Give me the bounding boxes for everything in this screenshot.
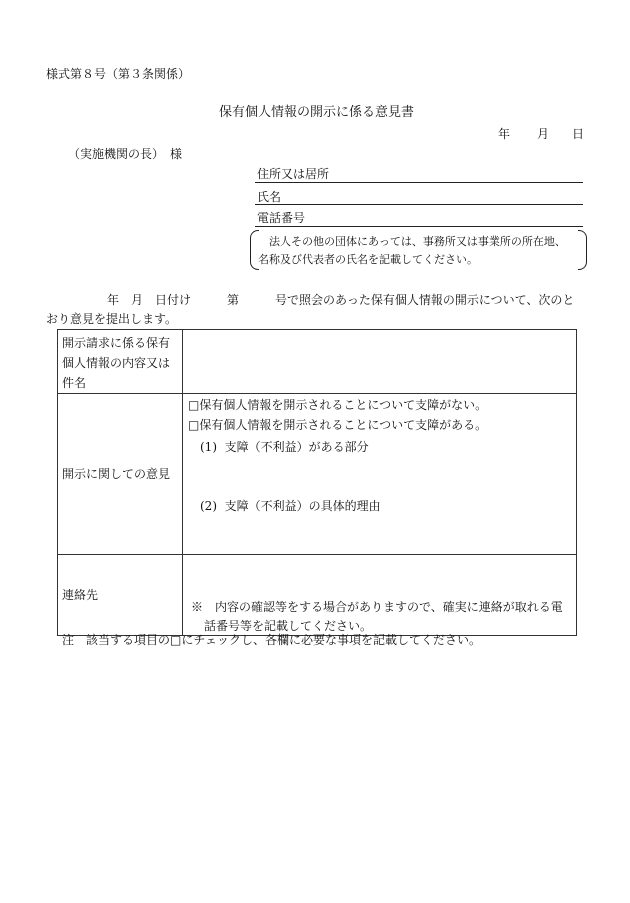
table-row — [58, 555, 577, 636]
option-objection[interactable]: □保有個人情報を開示されることについて支障がある。 — [188, 418, 488, 432]
name-field[interactable] — [255, 204, 583, 205]
row1-input-cell[interactable] — [183, 330, 577, 394]
date-day: 日 — [572, 127, 585, 141]
contact-note-line2: 話番号等を記載してください。 — [204, 619, 373, 633]
table-row — [58, 394, 577, 555]
row3-label-cell — [58, 555, 183, 636]
row1-label-cell — [58, 330, 183, 394]
contact-note-line1: ※ 内容の確認等をする場合がありますので、確実に連絡が取れる電 — [191, 600, 563, 614]
row3-input-cell[interactable] — [183, 555, 577, 636]
form-number: 様式第８号（第３条関係） — [46, 67, 191, 81]
corporate-note-line1: 法人その他の団体にあっては、事務所又は事業所の所在地、 — [269, 235, 566, 248]
intro-line1: 年 月 日付け 第 号で照会のあった保有個人情報の開示について、次のと — [107, 293, 575, 307]
footnote: 注 該当する項目の□にチェックし、各欄に必要な事項を記載してください。 — [62, 633, 481, 647]
note-bracket-right — [578, 230, 587, 270]
row2-label: 開示に関しての意見 — [62, 467, 171, 481]
page-title: 保有個人情報の開示に係る意見書 — [219, 105, 415, 120]
date-month: 月 — [537, 127, 550, 141]
table-row — [58, 330, 577, 394]
sub-item-2: (2) 支障（不利益）の具体的理由 — [200, 499, 381, 513]
intro-line2: おり意見を提出します。 — [46, 312, 178, 326]
row1-label-line1: 開示請求に係る保有 — [62, 336, 171, 350]
opinion-table — [57, 329, 577, 636]
option-no-objection[interactable]: □保有個人情報を開示されることについて支障がない。 — [188, 398, 488, 412]
phone-field[interactable] — [255, 226, 583, 227]
row3-label: 連絡先 — [62, 588, 99, 602]
address-label: 住所又は居所 — [257, 167, 330, 181]
addressee: （実施機関の長） 様 — [68, 147, 183, 161]
date-year: 年 — [498, 127, 511, 141]
row2-input-cell[interactable] — [183, 394, 577, 555]
name-label: 氏名 — [257, 190, 282, 204]
address-field[interactable] — [255, 182, 583, 183]
corporate-note-line2: 名称及び代表者の氏名を記載してください。 — [258, 253, 478, 266]
sub-item-1: (1) 支障（不利益）がある部分 — [200, 440, 369, 454]
phone-label: 電話番号 — [257, 211, 306, 225]
row2-label-cell — [58, 394, 183, 555]
row1-label-line2: 個人情報の内容又は — [62, 356, 171, 370]
row1-label-line3: 件名 — [62, 376, 87, 390]
